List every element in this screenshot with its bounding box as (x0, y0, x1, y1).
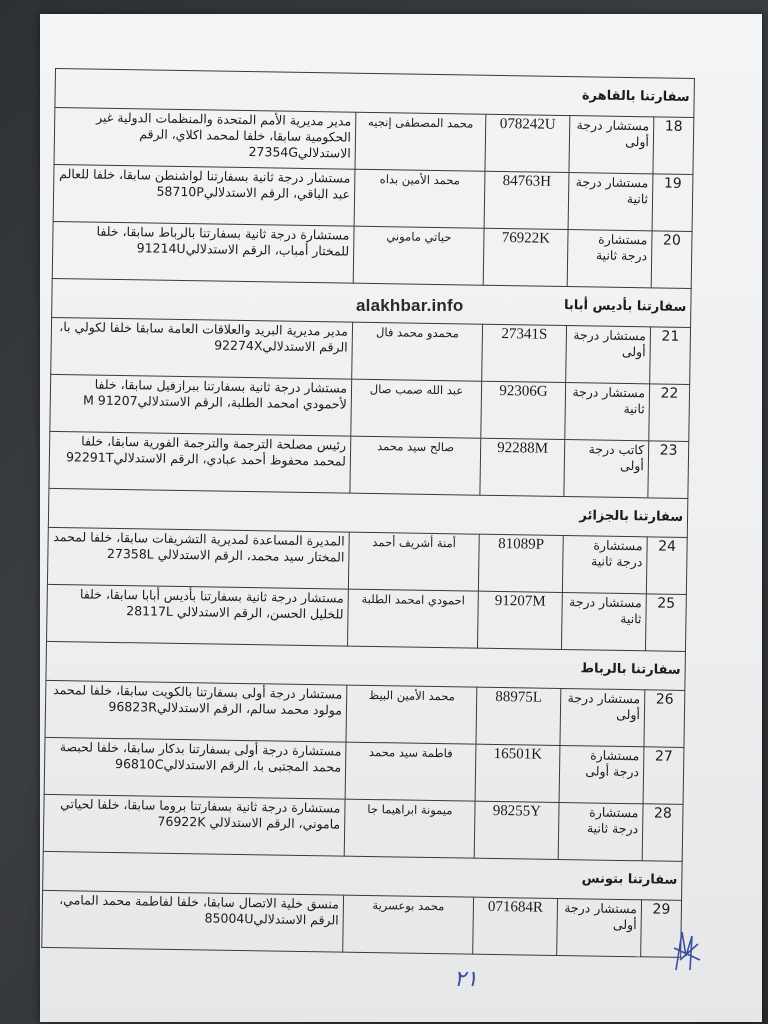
table-row (47, 584, 687, 651)
table-row (50, 374, 690, 441)
previous-position-cell: مستشار درجة ثانية بسفارتنا ببرازفيل سابقا، خلفا لأحمودي امحمد الطلبة، الرقم الاستدلالي91207 M (50, 374, 352, 436)
previous-position-cell: مستشار درجة ثانية بسفارتنا لواشنطن سابقا، خلفا للعالم عبد الباقي، الرقم الاستدلالي58710P (53, 164, 355, 226)
rank-cell: مستشار درجة أولى (557, 898, 642, 956)
table-row (42, 890, 682, 957)
row-number: 20 (651, 231, 692, 289)
section-title: سفارتنا بالقاهرة (55, 68, 695, 117)
rank-cell: مستشار درجة أولى (569, 116, 654, 174)
previous-position-cell: رئيس مصلحة الترجمة والترجمة الفورية سابقا، خلفا لمحمد محفوظ أحمد عبادي، الرقم الاستدلالي92291T (49, 431, 351, 493)
id-number-cell: 16501K (475, 744, 560, 802)
rank-cell: مستشار درجة ثانية (565, 383, 650, 441)
row-number: 29 (641, 900, 682, 958)
rank-cell: مستشارة درجة أولى (559, 745, 644, 803)
previous-position-cell: مستشارة درجة ثانية بسفارتنا بروما سابقا، خلفا لحياتي ماموني، الرقم الاستدلالي 76922K (43, 794, 345, 856)
rank-cell: مستشار درجة ثانية (561, 593, 646, 651)
previous-position-cell: مدير مديرية الأمم المتحدة والمنظمات الدولية غير الحكومية سابقا، خلفا لمحمد اكلاي، الرقم الاستدلالي27354G (54, 107, 356, 169)
previous-position-cell: منسق خلية الاتصال سابقا، خلفا لفاطمة محمد المامي، الرقم الاستدلالي85004U (42, 890, 344, 952)
previous-position-cell: مستشارة درجة ثانية بسفارتنا بالرباط سابقا، خلفا للمختار أمباب، الرقم الاستدلالي91214U (52, 221, 354, 283)
name-cell: احمودي امحمد الطلبة (347, 589, 478, 648)
id-number-cell: 81089P (478, 534, 563, 592)
watermark-text: alakhbar.info (356, 296, 464, 315)
name-cell: ميمونة ابراهيما جا (344, 799, 475, 858)
name-cell: عبد الله صمب صال (351, 379, 482, 438)
row-number: 28 (642, 804, 683, 862)
rank-cell: مستشار درجة أولى (566, 326, 651, 384)
table-row (54, 107, 694, 174)
name-cell: محمد بوعسرية (343, 895, 474, 954)
name-cell: محمدو محمد فال (352, 322, 483, 381)
section-title: سفارتنا بالجزائر (48, 488, 688, 537)
id-number-cell: 92288M (480, 438, 565, 496)
row-number: 26 (644, 690, 685, 748)
previous-position-cell: المديرة المساعدة لمديرية التشريفات سابقا، خلفا لمحمد المختار سيد محمد، الرقم الاستدلالي 27358L (47, 527, 349, 589)
row-number: 19 (652, 174, 693, 232)
previous-position-cell: مستشارة درجة أولى بسفارتنا بدكار سابقا، خلفا لحبصة محمد المجتبى با، الرقم الاستدلالي96810C (44, 737, 346, 799)
rank-cell: مستشارة درجة ثانية (562, 536, 647, 594)
id-number-cell: 88975L (476, 687, 561, 745)
previous-position-cell: مستشار درجة ثانية بسفارتنا بأديس أبابا سابقا، خلفا للخليل الحسن، الرقم الاستدلالي 28117L (47, 584, 349, 646)
name-cell: فاطمة سيد محمد (345, 742, 476, 801)
section-title: سفارتنا بتونس (43, 851, 683, 900)
table-row (53, 164, 693, 231)
table-row (51, 317, 691, 384)
previous-position-cell: مستشار درجة أولى بسفارتنا بالكويت سابقا، خلفا لمحمد مولود محمد سالم، الرقم الاستدلالي96823R (45, 680, 347, 742)
name-cell: أمنة أشريف أحمد (348, 532, 479, 591)
row-number: 21 (650, 327, 691, 385)
id-number-cell: 76922K (483, 228, 568, 286)
signature-mark (668, 926, 708, 976)
rank-cell: مستشار درجة ثانية (568, 173, 653, 231)
appointments-table (41, 68, 695, 958)
name-cell: صالح سيد محمد (350, 436, 481, 495)
table-row (47, 527, 687, 594)
name-cell: محمد الأمين البيظ (346, 685, 477, 744)
row-number: 27 (643, 747, 684, 805)
id-number-cell: 071684R (473, 897, 558, 955)
row-number: 18 (653, 117, 694, 175)
id-number-cell: 92306G (481, 381, 566, 439)
table-body (42, 68, 695, 957)
id-number-cell: 84763H (484, 171, 569, 229)
rank-cell: مستشارة درجة ثانية (567, 230, 652, 288)
row-number: 22 (649, 384, 690, 442)
id-number-cell: 27341S (482, 324, 567, 382)
row-number: 24 (646, 537, 687, 595)
page-number-handwritten: ٢١ (454, 966, 478, 991)
id-number-cell: 91207M (477, 591, 562, 649)
previous-position-cell: مدير مديرية البريد والعلاقات العامة سابقا خلفا لكولي با، الرقم الاستدلالي92274X (51, 317, 353, 379)
rank-cell: كاتب درجة أولى (564, 440, 649, 498)
table-row (43, 794, 683, 861)
table-row (52, 221, 692, 288)
rank-cell: مستشارة درجة ثانية (558, 802, 643, 860)
name-cell: محمد المصطفى إنجيه (355, 112, 486, 171)
id-number-cell: 078242U (485, 114, 570, 172)
name-cell: محمد الأمين بداه (354, 169, 485, 228)
table-row (49, 431, 689, 498)
id-number-cell: 98255Y (474, 801, 559, 859)
section-title: سفارتنا بالرباط (46, 641, 686, 690)
section-title: سفارتنا بأديس أبابا (52, 278, 692, 327)
row-number: 25 (645, 594, 686, 652)
row-number: 23 (648, 441, 689, 499)
table-row (45, 680, 685, 747)
name-cell: حياتي ماموني (353, 226, 484, 285)
rank-cell: مستشار درجة أولى (560, 688, 645, 746)
table-row (44, 737, 684, 804)
